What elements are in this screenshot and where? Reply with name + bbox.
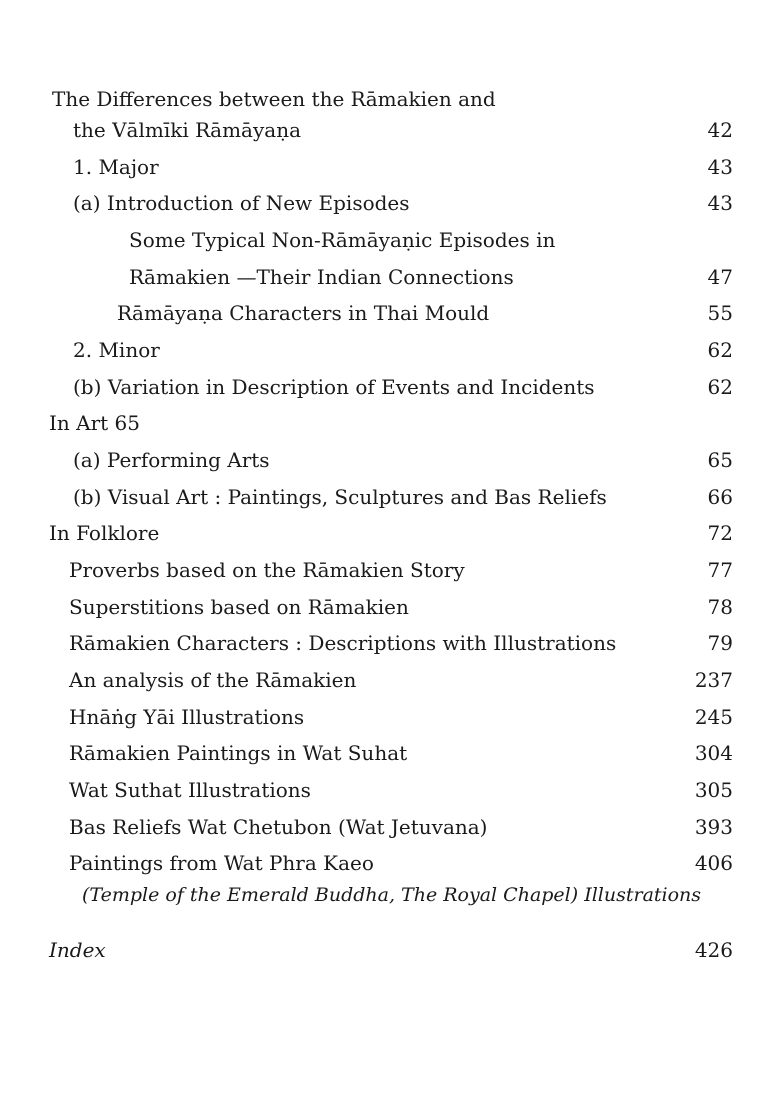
toc-entry-page: 43 [707,191,733,215]
toc-entry-page: 72 [707,521,733,545]
toc-entry-page: 304 [694,741,733,765]
toc-entry-title: 1. Major [73,155,159,179]
toc-entry-page: 393 [694,815,733,839]
toc-entry-title: Some Typical Non-Rāmāyaṇic Episodes in [129,228,556,252]
toc-entry [0,736,780,770]
toc-entry [0,773,780,807]
toc-entry-subtitle [0,878,780,912]
toc-entry-page: 62 [707,338,733,362]
toc-entry-title: In Art 65 [49,411,140,435]
toc-entry [0,82,780,116]
toc-entry-index [0,933,780,967]
toc-entry-page: 305 [694,778,733,802]
toc-entry-title: Rāmakien Paintings in Wat Suhat [69,741,408,765]
toc-entry-title: The Differences between the Rāmakien and [52,87,496,111]
toc-entry-page: 42 [707,118,733,142]
toc-entry [0,186,780,220]
toc-entry [0,443,780,477]
toc-entry [0,223,780,257]
toc-entry [0,553,780,587]
toc-entry-page: 66 [707,485,733,509]
toc-entry-page: 77 [707,558,733,582]
toc-entry-title: Index [49,938,106,962]
toc-entry-title: (a) Performing Arts [73,448,270,472]
toc-entry-title: (Temple of the Emerald Buddha, The Royal Chapel) Illustrations [82,884,702,906]
toc-entry-page: 47 [707,265,733,289]
toc-entry [0,150,780,184]
toc-entry-page: 245 [694,705,733,729]
toc-entry-title: (a) Introduction of New Episodes [73,191,410,215]
toc-entry-title: (b) Variation in Description of Events and Incidents [73,375,595,399]
toc-entry-title: Superstitions based on Rāmakien [69,595,409,619]
toc-entry-title: 2. Minor [73,338,160,362]
toc-entry-page: 65 [707,448,733,472]
toc-entry-page: 43 [707,155,733,179]
toc-entry [0,590,780,624]
toc-entry [0,810,780,844]
toc-entry [0,260,780,294]
toc-entry-page: 79 [707,631,733,655]
toc-entry-title: Bas Reliefs Wat Chetubon (Wat Jetuvana) [69,815,488,839]
toc-entry-title: An analysis of the Rāmakien [69,668,357,692]
toc-entry-title: Proverbs based on the Rāmakien Story [69,558,465,582]
toc-entry-title: Wat Suthat Illustrations [69,778,311,802]
toc-entry [0,406,780,440]
toc-entry-title: Rāmakien Characters : Descriptions with Illustrations [69,631,617,655]
toc-entry [0,700,780,734]
toc-entry [0,296,780,330]
toc-entry-page: 237 [694,668,733,692]
toc-entry-title: Rāmakien —Their Indian Connections [129,265,514,289]
toc-entry [0,663,780,697]
toc-entry-page: 55 [707,301,733,325]
toc-entry [0,626,780,660]
toc-entry [0,516,780,550]
toc-entry-title: (b) Visual Art : Paintings, Sculptures and Bas Reliefs [73,485,607,509]
toc-entry [0,370,780,404]
toc-entry-title: the Vālmīki Rāmāyaṇa [73,118,302,142]
toc-entry-title: Rāmāyaṇa Characters in Thai Mould [117,301,490,325]
toc-entry [0,846,780,880]
toc-entry [0,113,780,147]
toc-entry-page: 78 [707,595,733,619]
toc-entry-title: In Folklore [49,521,160,545]
toc-entry-title: Hnāṅg Yāi Illustrations [69,705,305,729]
toc-entry [0,480,780,514]
toc-entry [0,333,780,367]
toc-entry-title: Paintings from Wat Phra Kaeo [69,851,374,875]
toc-entry-page: 426 [694,938,733,962]
toc-entry-page: 62 [707,375,733,399]
toc-entry-page: 406 [694,851,733,875]
